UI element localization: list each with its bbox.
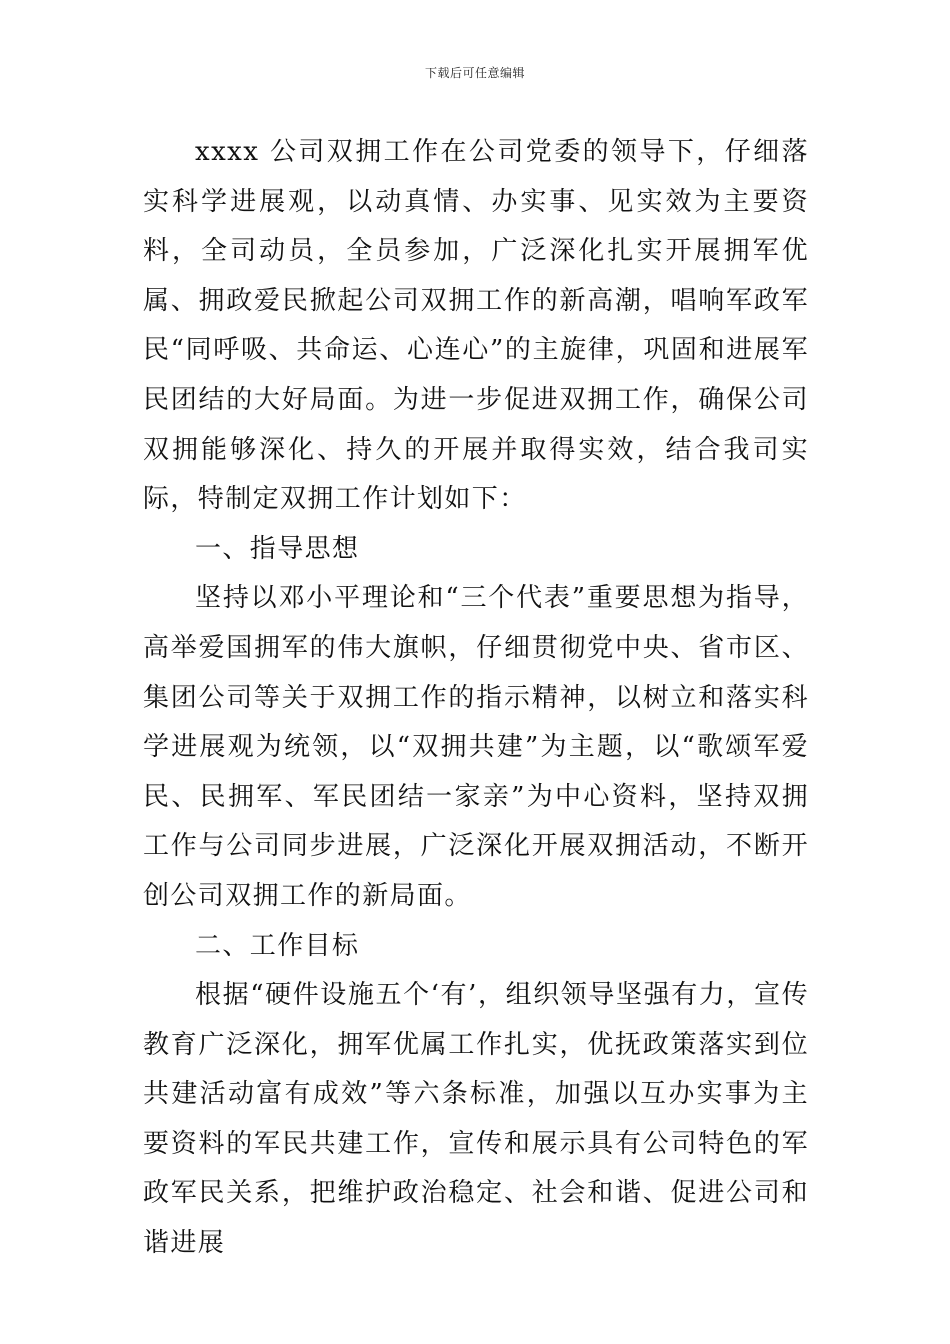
work-goals-paragraph: 根据“硬件设施五个‘有’，组织领导坚强有力，宣传教育广泛深化，拥军优属工作扎实，优抚政策落实到位共建活动富有成效”等六条标准，加强以互办实事为主要资料的军民共建工作，宣传和展示具有公司特色的军政军民关系，把维护政治稳定、社会和谐、促进公司和谐进展 xyxy=(143,980,809,1259)
document-body xyxy=(143,128,809,1269)
section-heading-guiding-ideology: 一、指导思想 xyxy=(195,533,360,564)
intro-paragraph: xxxx 公司双拥工作在公司党委的领导下，仔细落实科学进展观，以动真情、办实事、见实效为主要资料，全司动员，全员参加，广泛深化扎实开展拥军优属、拥政爱民掀起公司双拥工作的新高潮，唱响军政军民“同呼吸、共命运、心连心”的主旋律，巩固和进展军民团结的大好局面。为进一步促进双拥工作，确保公司双拥能够深化、持久的开展并取得实效，结合我司实际，特制定双拥工作计划如下： xyxy=(143,137,809,515)
header-note: 下载后可任意编辑 xyxy=(424,66,525,80)
guiding-ideology-paragraph: 坚持以邓小平理论和“三个代表”重要思想为指导，高举爱国拥军的伟大旗帜，仔细贯彻党中央、省市区、集团公司等关于双拥工作的指示精神，以树立和落实科学进展观为统领，以“双拥共建”为主题，以“歌颂军爱民、民拥军、军民团结一家亲”为中心资料，坚持双拥工作与公司同步进展，广泛深化开展双拥活动，不断开创公司双拥工作的新局面。 xyxy=(143,583,809,911)
section-heading-work-goals: 二、工作目标 xyxy=(195,930,360,961)
